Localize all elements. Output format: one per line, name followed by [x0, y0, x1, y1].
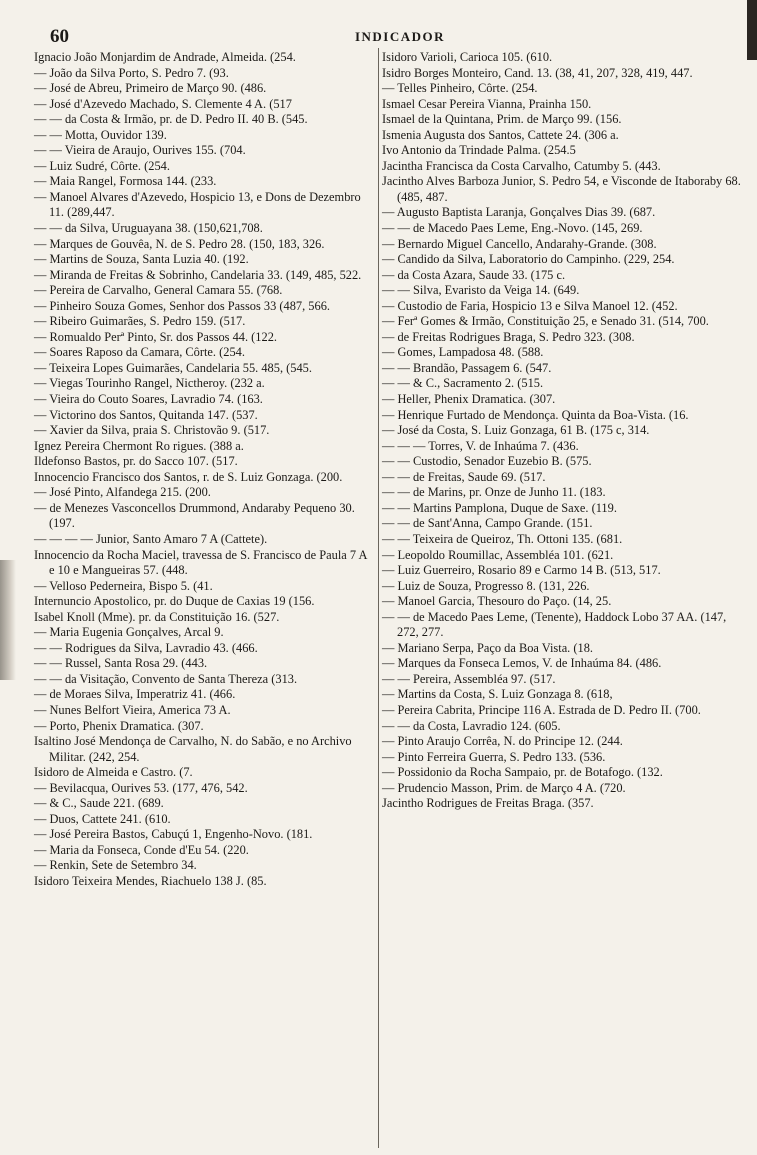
directory-entry: — Ribeiro Guimarães, S. Pedro 159. (517.	[34, 314, 246, 329]
directory-entry: — Prudencio Masson, Prim. de Março 4 A. (720.	[382, 780, 626, 795]
directory-entry: — Pinto Araujo Corrêa, N. do Principe 12. (244.	[382, 734, 623, 749]
directory-entry: — Manoel Garcia, Thesouro do Paço. (14, 25.	[382, 594, 612, 609]
right-column	[382, 50, 744, 812]
running-head: INDICADOR	[354, 29, 446, 44]
directory-entry: — de Freitas Rodrigues Braga, S. Pedro 323. (308.	[382, 329, 635, 344]
directory-entry: — Luiz Guerreiro, Rosario 89 e Carmo 14 B. (513, 517.	[382, 563, 661, 578]
directory-entry: — Bernardo Miguel Cancello, Andarahy-Grande. (308.	[382, 236, 657, 251]
directory-entry: — — da Costa, Lavradio 124. (605.	[382, 718, 561, 733]
directory-entry: Ismael Cesar Pereira Vianna, Prainha 150.	[382, 96, 592, 111]
page-header	[50, 26, 750, 48]
directory-entry: Isabel Knoll (Mme). pr. da Constituição 16. (527.	[34, 609, 280, 624]
directory-entry: — Vieira do Couto Soares, Lavradio 74. (163.	[34, 392, 263, 407]
directory-entry: — José da Costa, S. Luiz Gonzaga, 61 B. (175 c, 314.	[382, 423, 650, 438]
directory-entry: Isidoro Teixeira Mendes, Riachuelo 138 J. (85.	[34, 873, 267, 888]
directory-entry: — — Rodrigues da Silva, Lavradio 43. (466.	[34, 640, 258, 655]
directory-entry: — Soares Raposo da Camara, Côrte. (254.	[34, 345, 245, 360]
directory-entry: — — Russel, Santa Rosa 29. (443.	[34, 656, 208, 671]
directory-entry: — Bevilacqua, Ourives 53. (177, 476, 542.	[34, 780, 248, 795]
directory-entry: — — da Silva, Uruguayana 38. (150,621,708.	[34, 221, 263, 236]
directory-entry: — — Martins Pamplona, Duque de Saxe. (119.	[382, 500, 617, 515]
directory-entry: — Manoel Alvares d'Azevedo, Hospicio 13, e Dons de Dezembro 11. (289,447.	[34, 189, 361, 220]
directory-entry: Ignez Pereira Chermont Ro rigues. (388 a.	[34, 438, 244, 453]
directory-entry: Ildefonso Bastos, pr. do Sacco 107. (517.	[34, 454, 238, 469]
directory-entry: — José Pereira Bastos, Cabuçú 1, Engenho-Novo. (181.	[34, 827, 313, 842]
directory-entry: — — da Visitação, Convento de Santa Thereza (313.	[34, 671, 298, 686]
directory-entry: — Xavier da Silva, praia S. Christovão 9. (517.	[34, 423, 270, 438]
directory-entry: Isidoro de Almeida e Castro. (7.	[34, 765, 193, 780]
directory-entry: — — — — Junior, Santo Amaro 7 A (Cattete).	[34, 531, 268, 546]
directory-entry: — Pinheiro Souza Gomes, Senhor dos Passos 33 (487, 566.	[34, 298, 330, 313]
directory-entry: Internuncio Apostolico, pr. do Duque de Caxias 19 (156.	[34, 594, 315, 609]
directory-entry: — Duos, Cattete 241. (610.	[34, 811, 171, 826]
directory-entry: — Pereira de Carvalho, General Camara 55. (768.	[34, 283, 283, 298]
directory-entry: — — de Macedo Paes Leme, Eng.-Novo. (145, 269.	[382, 221, 643, 236]
directory-entry: — de Moraes Silva, Imperatriz 41. (466.	[34, 687, 236, 702]
directory-entry: — Augusto Baptista Laranja, Gonçalves Dias 39. (687.	[382, 205, 656, 220]
directory-entry: — Nunes Belfort Vieira, America 73 A.	[34, 702, 231, 717]
directory-entry: Innocencio da Rocha Maciel, travessa de S. Francisco de Paula 7 A e 10 e Mangueiras 57. (448.	[34, 547, 367, 578]
directory-entry: — José Pinto, Alfandega 215. (200.	[34, 485, 211, 500]
directory-entry: — — Vieira de Araujo, Ourives 155. (704.	[34, 143, 246, 158]
directory-entry: Ignacio João Monjardim de Andrade, Almeida. (254.	[34, 50, 296, 64]
page-number: 60	[50, 26, 69, 47]
directory-entry: — Romualdo Perª Pinto, Sr. dos Passos 44. (122.	[34, 329, 277, 344]
directory-entry: — Pinto Ferreira Guerra, S. Pedro 133. (536.	[382, 749, 606, 764]
directory-entry: — — de Sant'Anna, Campo Grande. (151.	[382, 516, 593, 531]
directory-entry: — Pereira Cabrita, Principe 116 A. Estrada de D. Pedro II. (700.	[382, 702, 701, 717]
directory-entry: — Leopoldo Roumillac, Assembléa 101. (621.	[382, 547, 614, 562]
directory-entry: — Custodio de Faria, Hospicio 13 e Silva Manoel 12. (452.	[382, 298, 678, 313]
directory-entry: — Luiz Sudré, Côrte. (254.	[34, 158, 170, 173]
directory-entry: Isidro Borges Monteiro, Cand. 13. (38, 41, 207, 328, 419, 447.	[382, 65, 693, 80]
directory-entry: — Heller, Phenix Dramatica. (307.	[382, 392, 556, 407]
directory-entry: — da Costa Azara, Saude 33. (175 c.	[382, 267, 566, 282]
left-column	[34, 50, 372, 890]
directory-entry: — Luiz de Souza, Progresso 8. (131, 226.	[382, 578, 590, 593]
directory-entry: Ivo Antonio da Trindade Palma. (254.5	[382, 143, 576, 158]
directory-entry: — Maia Rangel, Formosa 144. (233.	[34, 174, 217, 189]
directory-entry: — João da Silva Porto, S. Pedro 7. (93.	[34, 65, 229, 80]
page-edge-shadow	[0, 560, 16, 680]
directory-entry: — José d'Azevedo Machado, S. Clemente 4 A. (517	[34, 96, 292, 111]
directory-entry: — — de Macedo Paes Leme, (Tenente), Haddock Lobo 37 AA. (147, 272, 277.	[382, 609, 727, 640]
directory-entry: — — de Freitas, Saude 69. (517.	[382, 469, 546, 484]
directory-entry: — — Teixeira de Queiroz, Th. Ottoni 135. (681.	[382, 531, 623, 546]
directory-entry: Innocencio Francisco dos Santos, r. de S. Luiz Gonzaga. (200.	[34, 469, 343, 484]
directory-entry: — Viegas Tourinho Rangel, Nictheroy. (232 a.	[34, 376, 265, 391]
directory-entry: — Mariano Serpa, Paço da Boa Vista. (18.	[382, 640, 593, 655]
directory-entry: — Teixeira Lopes Guimarães, Candelaria 55. 485, (545.	[34, 360, 312, 375]
column-divider	[378, 48, 379, 1148]
directory-entry: — — & C., Sacramento 2. (515.	[382, 376, 544, 391]
directory-entry: Jacintho Alves Barboza Junior, S. Pedro 54, e Visconde de Itaboraby 68. (485, 487.	[382, 174, 741, 204]
directory-entry: Ismael de la Quintana, Prim. de Março 99. (156.	[382, 112, 622, 127]
directory-entry: — — da Costa & Irmão, pr. de D. Pedro II. 40 B. (545.	[34, 112, 308, 127]
directory-entry: Isaltino José Mendonça de Carvalho, N. do Sabão, e no Archivo Militar. (242, 254.	[34, 734, 352, 764]
directory-entry: — Possidonio da Rocha Sampaio, pr. de Botafogo. (132.	[382, 765, 663, 780]
directory-entry: — Ferª Gomes & Irmão, Constituição 25, e Senado 31. (514, 700.	[382, 314, 709, 329]
directory-entry: — Velloso Pederneira, Bispo 5. (41.	[34, 578, 213, 593]
directory-entry: Jacintho Rodrigues de Freitas Braga. (357.	[382, 796, 594, 811]
directory-entry: — — Pereira, Assembléa 97. (517.	[382, 671, 556, 686]
directory-entry: — — de Marins, pr. Onze de Junho 11. (183.	[382, 485, 606, 500]
directory-entry: Ismenia Augusta dos Santos, Cattete 24. (306 a.	[382, 127, 619, 142]
directory-entry: — — Custodio, Senador Euzebio B. (575.	[382, 454, 592, 469]
directory-entry: — — Silva, Evaristo da Veiga 14. (649.	[382, 283, 580, 298]
directory-entry: — — Brandão, Passagem 6. (547.	[382, 360, 552, 375]
directory-entry: — — — Torres, V. de Inhaúma 7. (436.	[382, 438, 579, 453]
directory-entry: Isidoro Varioli, Carioca 105. (610.	[382, 50, 553, 64]
directory-entry: — Henrique Furtado de Mendonça. Quinta da Boa-Vista. (16.	[382, 407, 689, 422]
directory-entry: — Martins da Costa, S. Luiz Gonzaga 8. (618,	[382, 687, 613, 702]
directory-entry: — Maria Eugenia Gonçalves, Arcal 9.	[34, 625, 224, 640]
directory-entry: — Renkin, Sete de Setembro 34.	[34, 858, 197, 873]
directory-entry: — Maria da Fonseca, Conde d'Eu 54. (220.	[34, 842, 249, 857]
directory-entry: — Martins de Souza, Santa Luzia 40. (192.	[34, 252, 249, 267]
directory-entry: — Victorino dos Santos, Quitanda 147. (537.	[34, 407, 258, 422]
directory-entry: — & C., Saude 221. (689.	[34, 796, 164, 811]
directory-entry: — José de Abreu, Primeiro de Março 90. (486.	[34, 81, 267, 96]
directory-entry: Jacintha Francisca da Costa Carvalho, Catumby 5. (443.	[382, 158, 661, 173]
directory-entry: — — Motta, Ouvidor 139.	[34, 127, 167, 142]
directory-entry: — Gomes, Lampadosa 48. (588.	[382, 345, 544, 360]
directory-entry: — Telles Pinheiro, Côrte. (254.	[382, 81, 538, 96]
directory-entry: — Candido da Silva, Laboratorio do Campinho. (229, 254.	[382, 252, 675, 267]
directory-entry: — Porto, Phenix Dramatica. (307.	[34, 718, 204, 733]
directory-entry: — Miranda de Freitas & Sobrinho, Candelaria 33. (149, 485, 522.	[34, 267, 362, 282]
directory-entry: — Marques da Fonseca Lemos, V. de Inhaúma 84. (486.	[382, 656, 662, 671]
directory-entry: — de Menezes Vasconcellos Drummond, Andaraby Pequeno 30. (197.	[34, 500, 355, 531]
directory-entry: — Marques de Gouvêa, N. de S. Pedro 28. (150, 183, 326.	[34, 236, 325, 251]
